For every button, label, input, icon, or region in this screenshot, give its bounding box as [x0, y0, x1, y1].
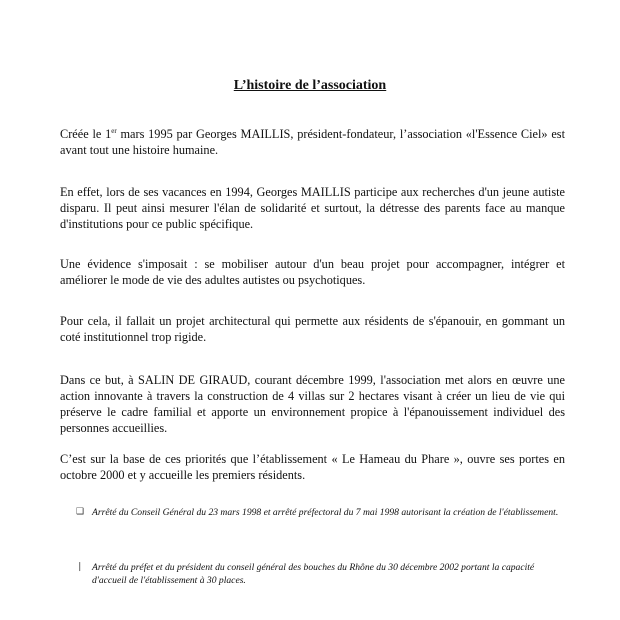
paragraph-architecture: Pour cela, il fallait un projet architectural qui permette aux résidents de s'épanouir, en gommant un coté institutionnel trop rigide.: [60, 314, 565, 344]
paragraph-hameau-du-phare: C’est sur la base de ces priorités que l’établissement « Le Hameau du Phare », ouvre ses portes en octobre 2000 et y accueille les premiers résidents.: [60, 452, 565, 482]
paragraph-salin-de-giraud: Dans ce but, à SALIN DE GIRAUD, courant décembre 1999, l'association met alors en œuvre une action innovante à travers la construction de 4 villas sur 2 hectares visant à créer un lieu de vie qui préserve le cadre familial et apporte un environnement propice à l'épanouissement individuel des personnes accueillies.: [60, 373, 565, 435]
paragraph-founding: [60, 126, 565, 158]
checkbox-bullet-icon: ❑: [76, 507, 85, 517]
paragraph-founding-rest: mars 1995 par Georges MAILLIS, président-fondateur, l’association «l'Essence Ciel» est avant tout une histoire humaine.: [60, 127, 566, 157]
ordinal-superscript: er: [111, 126, 117, 135]
paragraph-evidence: Une évidence s'imposait : se mobiliser autour d'un beau projet pour accompagner, intégrer et améliorer le mode de vie des adultes autistes ou psychotiques.: [60, 257, 565, 287]
document-title: L’histoire de l’association: [233, 78, 387, 93]
note-authorization: Arrêté du Conseil Général du 23 mars 1998 et arrêté préfectoral du 7 mai 1998 autorisant la création de l'établissement.: [92, 507, 559, 518]
paragraph-origin: En effet, lors de ses vacances en 1994, Georges MAILLIS participe aux recherches d'un jeune autiste disparu. Il peut ainsi mesurer l'élan de solidarité et surtout, la détresse des parents face au manque d'institutions pour ce public spécifique.: [60, 185, 565, 231]
bar-bullet-icon: ❘: [76, 562, 84, 572]
paragraph-founding-start: Créée le 1: [60, 127, 112, 141]
note-capacity: Arrêté du préfet et du président du conseil général des bouches du Rhône du 30 décembre 2002 portant la capacité d'accueil de l'établissement à 30 places.: [92, 562, 535, 586]
